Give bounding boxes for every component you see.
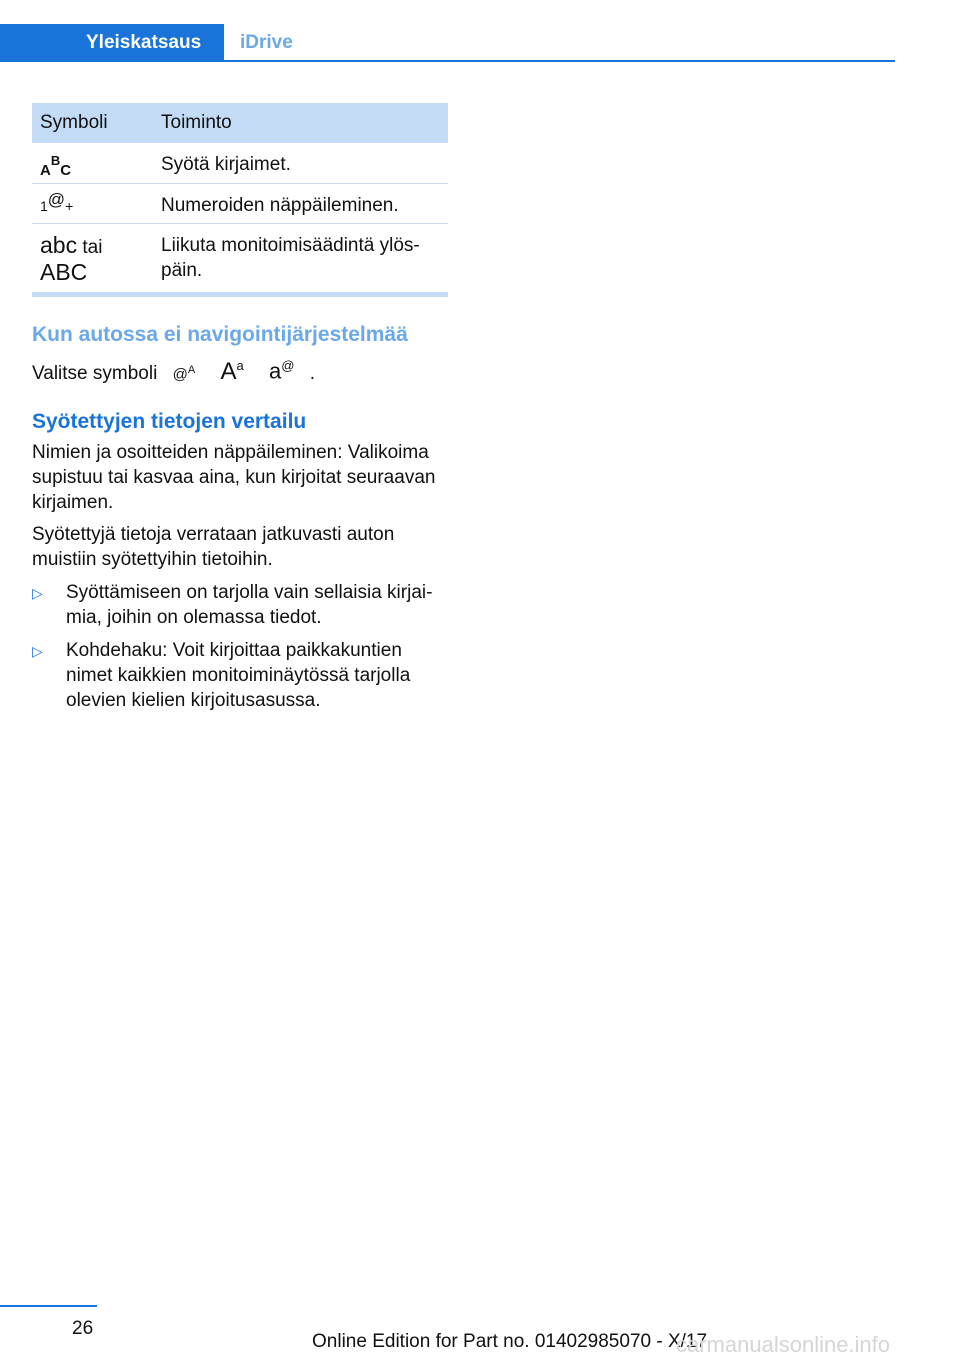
symbol-table [32, 103, 448, 292]
footer-rule [0, 1305, 97, 1307]
bullet-list [32, 580, 448, 713]
main-content [32, 103, 448, 721]
table-cell-function: Liikuta monitoimisäädintä ylöspäin. [161, 235, 420, 281]
page-number: 26 [72, 1318, 94, 1339]
table-row [32, 184, 448, 224]
at-letter-icon: @$^A$ [172, 363, 196, 383]
tab-yleiskatsaus[interactable]: Yleiskatsaus [0, 24, 224, 62]
watermark: carmanualsonline.info [676, 1332, 891, 1357]
list-item: ▷ Kohdehaku: Voit kirjoittaa paikkakuntien nimet kaikkien monitoiminäytössä tarjolla olevien kielien kirjoitusasussa. [32, 639, 411, 711]
or-label: tai [77, 237, 103, 258]
tab-idrive[interactable]: iDrive [240, 32, 293, 53]
select-symbol-text: Valitse symboli @$^A$ $A^a$ a@ . [32, 353, 448, 387]
column-header-function: Toiminto [161, 103, 448, 143]
table-row [32, 143, 448, 184]
letter-at-icon: a@ [268, 358, 295, 384]
edition-text: Online Edition for Part no. 01402985070 - X/17 [312, 1331, 708, 1352]
triangle-bullet-icon: ▷ [32, 642, 43, 659]
numbers-icon: 1@+ [32, 184, 161, 224]
lowercase-abc-icon: abc [40, 232, 78, 258]
triangle-bullet-icon: ▷ [32, 584, 43, 601]
case-letter-icon: $A^a$ [220, 357, 244, 385]
table-row [32, 224, 448, 292]
table-bottom-rule [32, 292, 448, 297]
table-cell-function: Numeroiden näppäileminen. [161, 184, 448, 224]
paragraph-names: Nimien ja osoitteiden näppäileminen: Valikoima supistuu tai kasvaa aina, kun kirjoitat seuraavan kirjaimen. [32, 441, 436, 513]
paragraph-comparison: Syötettyjä tietoja verrataan jatkuvasti auton muistiin syötettyihin tietoihin. [32, 523, 395, 570]
list-item: ▷ Syöttämiseen on tarjolla vain sellaisia kirjaimia, joihin on olemassa tiedot. [32, 581, 433, 628]
table-cell-function: Syötä kirjaimet. [161, 143, 448, 184]
section-heading-no-navigation: Kun autossa ei navigointijärjestelmää [32, 322, 408, 346]
page-header [0, 0, 895, 62]
section-heading-comparison: Syötettyjen tietojen vertailu [32, 409, 307, 433]
column-header-symbol: Symboli [32, 103, 161, 143]
header-rule [0, 60, 895, 62]
abc-letters-icon: $A^BC$ [32, 143, 161, 184]
uppercase-abc-icon: ABC [40, 259, 88, 285]
case-toggle-icon [32, 224, 161, 292]
table-header-row [32, 103, 448, 143]
